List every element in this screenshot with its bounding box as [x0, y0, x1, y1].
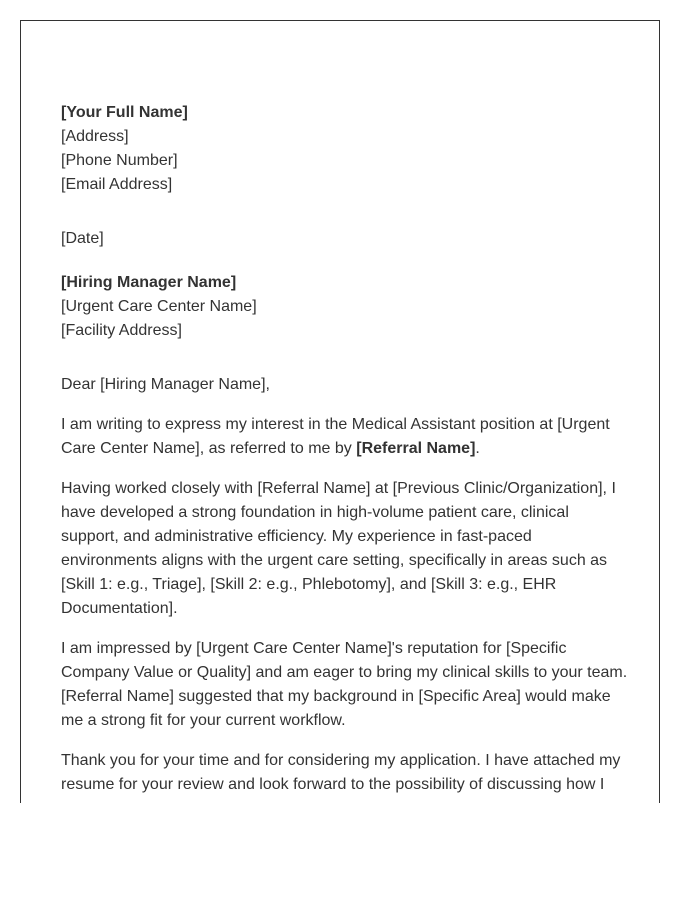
sender-name: [Your Full Name]: [61, 104, 188, 121]
sender-address: [Address]: [61, 128, 129, 145]
paragraph-intro-end: .: [475, 440, 480, 457]
sender-block: [61, 101, 631, 197]
letter-page: [20, 20, 660, 803]
paragraph-intro: [61, 413, 631, 461]
letter-content: [61, 101, 631, 803]
recipient-company: [Urgent Care Center Name]: [61, 298, 257, 315]
sender-email: [Email Address]: [61, 176, 173, 193]
paragraph-closing: Thank you for your time and for considering my application. I have attached my resume for your review and look forward to the possibility of discussing how I: [61, 752, 621, 793]
paragraph-experience: Having worked closely with [Referral Name] at [Previous Clinic/Organization], I have developed a strong foundation in high-volume patient care, clinical support, and administrative efficiency. My experience in fast-paced environments aligns with the urgent care setting, specifically in areas such as [Skill 1: e.g., Triage], [Skill 2: e.g., Phlebotomy], and [Skill 3: e.g., EHR Documentation].: [61, 480, 616, 617]
letter-date: [Date]: [61, 230, 104, 247]
salutation: [61, 373, 631, 397]
sender-phone: [Phone Number]: [61, 152, 178, 169]
recipient-name: [Hiring Manager Name]: [61, 274, 237, 291]
paragraph-intro-text: I am writing to express my interest in the Medical Assistant position at [Urgent Care Center Name], as referred to me by: [61, 416, 610, 457]
salutation-text: Dear [Hiring Manager Name],: [61, 376, 270, 393]
recipient-address: [Facility Address]: [61, 322, 182, 339]
referral-name: [Referral Name]: [356, 440, 476, 457]
recipient-block: [61, 271, 631, 343]
paragraph-company: I am impressed by [Urgent Care Center Name]'s reputation for [Specific Company Value or Quality] and am eager to bring my clinical skills to your team. [Referral Name] suggested that my background in [Specific Area] would make me a strong fit for your current workflow.: [61, 640, 628, 729]
date-block: [61, 227, 631, 251]
